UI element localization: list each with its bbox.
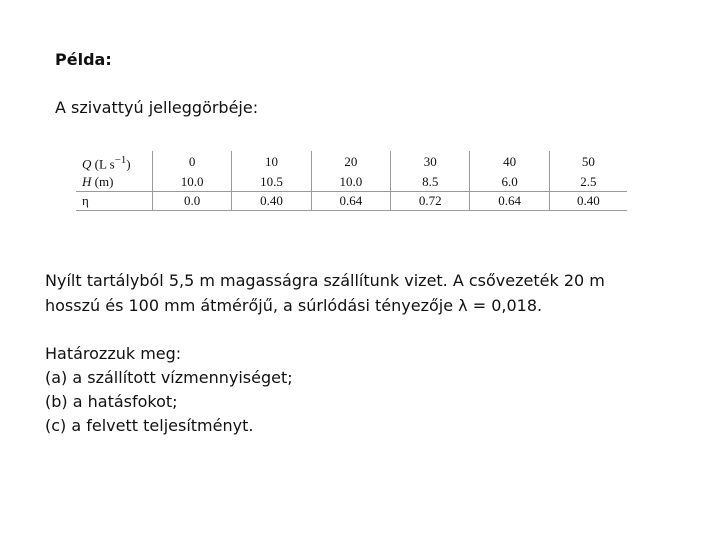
example-heading: Példa:	[55, 50, 112, 69]
table-cell: 0.40	[549, 192, 627, 211]
q-unit-close: )	[126, 156, 131, 172]
table-cell: 0.0	[153, 192, 232, 211]
table-cell: 30	[391, 151, 470, 173]
table-cell: 10.0	[311, 173, 390, 192]
table-cell: 20	[311, 151, 390, 173]
question-list	[45, 342, 293, 438]
table-cell: 50	[549, 151, 627, 173]
q-symbol: Q	[82, 156, 92, 172]
row-header-h	[76, 173, 153, 192]
pump-curve-caption: A szivattyú jelleggörbéje:	[55, 98, 259, 117]
table-row-eta	[76, 192, 627, 211]
q-unit-exponent: −1	[114, 154, 127, 166]
table-cell: 0.64	[470, 192, 549, 211]
row-header-eta: η	[76, 192, 153, 211]
h-symbol: H	[82, 174, 92, 190]
table-row-h	[76, 173, 627, 192]
h-unit: (m)	[94, 174, 114, 190]
problem-statement	[45, 268, 685, 318]
table-cell: 0.64	[311, 192, 390, 211]
table-cell: 6.0	[470, 173, 549, 192]
problem-line: hosszú és 100 mm átmérőjű, a súrlódási tényezője λ = 0,018.	[45, 296, 543, 315]
question-item: (a) a szállított vízmennyiséget;	[45, 368, 293, 387]
table-cell: 0	[153, 151, 232, 173]
table-cell: 10.5	[232, 173, 311, 192]
pump-characteristic-table	[76, 151, 627, 211]
table-cell: 8.5	[391, 173, 470, 192]
table-cell: 40	[470, 151, 549, 173]
table-cell: 0.72	[391, 192, 470, 211]
question-item: (c) a felvett teljesítményt.	[45, 416, 254, 435]
question-intro: Határozzuk meg:	[45, 344, 182, 363]
table-cell: 10.0	[153, 173, 232, 192]
question-item: (b) a hatásfokot;	[45, 392, 178, 411]
problem-line: Nyílt tartályból 5,5 m magasságra szállítunk vizet. A csővezeték 20 m	[45, 271, 605, 290]
q-unit: (L s	[94, 156, 115, 172]
table-cell: 2.5	[549, 173, 627, 192]
row-header-q	[76, 151, 153, 173]
table-row-q	[76, 151, 627, 173]
table-cell: 10	[232, 151, 311, 173]
table-cell: 0.40	[232, 192, 311, 211]
